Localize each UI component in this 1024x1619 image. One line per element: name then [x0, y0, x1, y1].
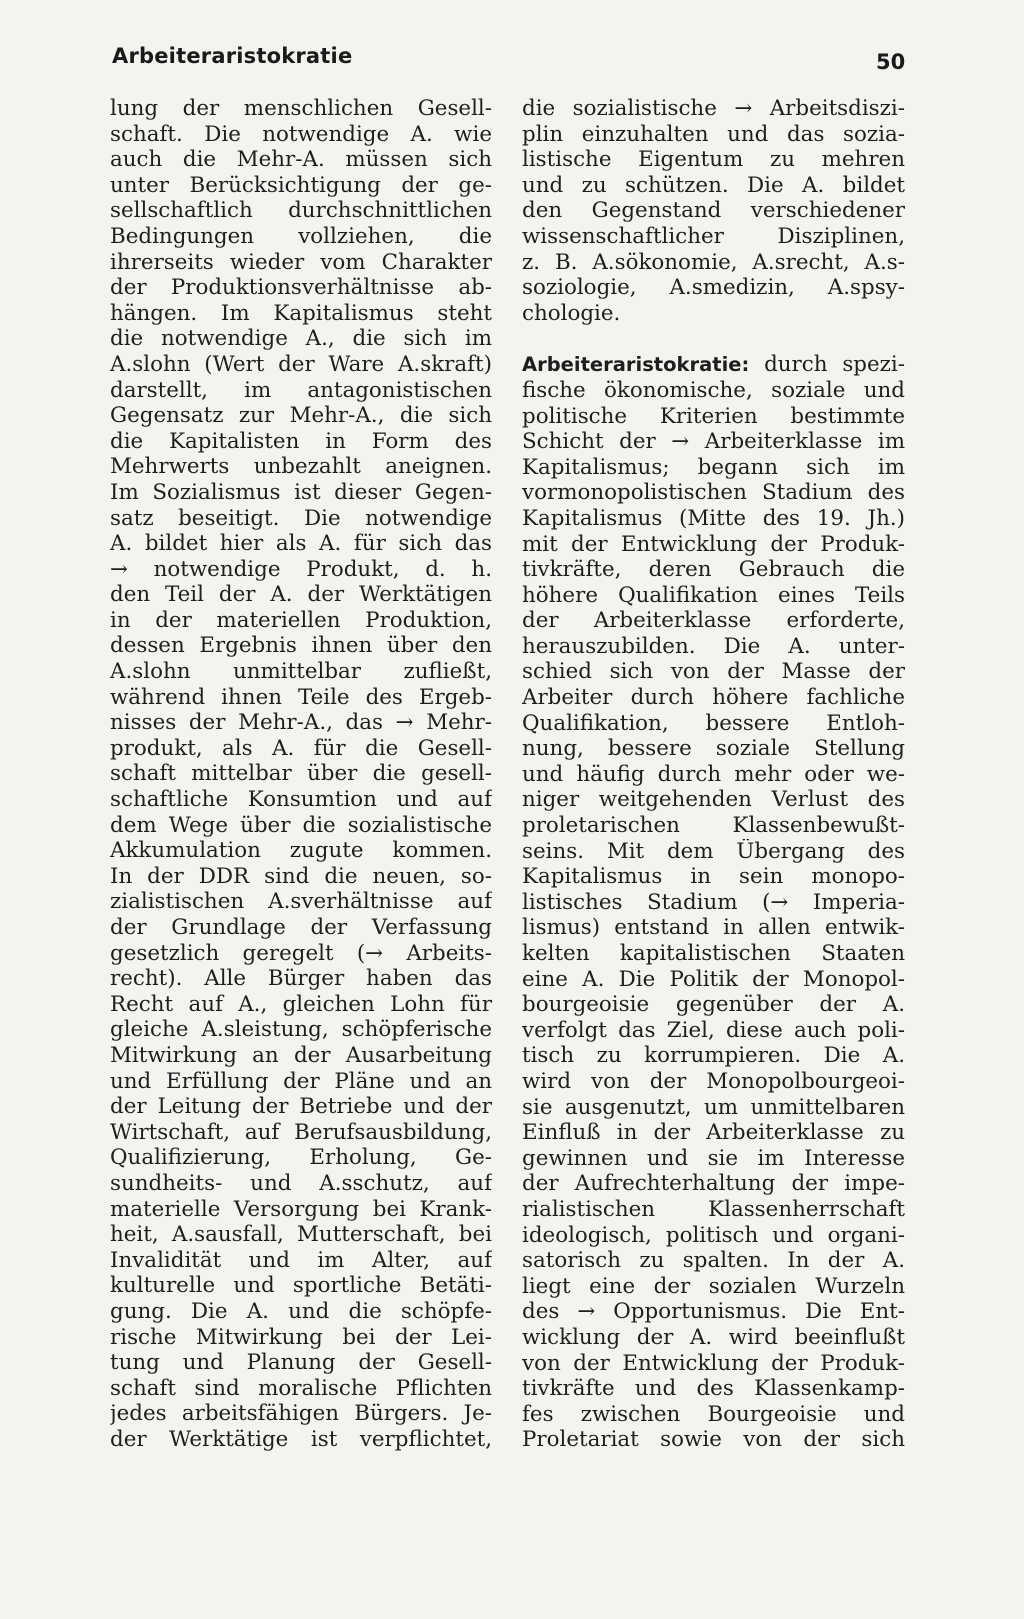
text-line: gleiche A.sleistung, schöpferische	[110, 1017, 492, 1043]
text-line: Qualifikation, bessere Entloh-	[522, 710, 905, 736]
text-line: satorisch zu spalten. In der A.	[522, 1248, 905, 1274]
text-line: produkt, als A. für die Gesell-	[110, 735, 492, 761]
text-line: Akkumulation zugute kommen.	[110, 838, 492, 864]
running-head: Arbeiteraristokratie	[112, 44, 353, 68]
right-column	[522, 96, 905, 1453]
text-line: Recht auf A., gleichen Lohn für	[110, 991, 492, 1017]
text-line: listische Eigentum zu mehren	[522, 147, 905, 173]
text-line: der Arbeiterklasse erforderte,	[522, 608, 905, 634]
text-line: ihrerseits wieder vom Charakter	[110, 249, 492, 275]
text-line: lismus) entstand in allen entwik-	[522, 915, 905, 941]
text-line: rische Mitwirkung bei der Lei-	[110, 1324, 492, 1350]
text-line: In der DDR sind die neuen, so-	[110, 863, 492, 889]
text-line: → notwendige Produkt, d. h.	[110, 556, 492, 582]
text-line: kulturelle und sportliche Betäti-	[110, 1273, 492, 1299]
text-line: hängen. Im Kapitalismus steht	[110, 300, 492, 326]
entry-gap	[522, 326, 905, 352]
right-column-continuation	[522, 96, 905, 326]
text-line: mit der Entwicklung der Produk-	[522, 531, 905, 557]
text-line: Invalidität und im Alter, auf	[110, 1247, 492, 1273]
text-line: unter Berücksichtigung der ge-	[110, 172, 492, 198]
text-line: und Erfüllung der Pläne und an	[110, 1068, 492, 1094]
text-line: Kapitalismus in sein monopo-	[522, 864, 905, 890]
text-line: chologie.	[522, 300, 621, 326]
text-line: während ihnen Teile des Ergeb-	[110, 684, 492, 710]
text-line: und zu schützen. Die A. bildet	[522, 172, 905, 198]
text-line: sundheits- und A.sschutz, auf	[110, 1170, 492, 1196]
text-line: proletarischen Klassenbewußt-	[522, 813, 905, 839]
text-line: heit, A.sausfall, Mutterschaft, bei	[110, 1222, 492, 1248]
text-line: zialistischen A.sverhältnisse auf	[110, 889, 492, 915]
text-line: schaftliche Konsumtion und auf	[110, 787, 492, 813]
text-line: schaft sind moralische Pflichten	[110, 1375, 492, 1401]
text-line: des → Opportunismus. Die Ent-	[522, 1299, 905, 1325]
text-line: Mitwirkung an der Ausarbeitung	[110, 1042, 492, 1068]
text-line: schaft. Die notwendige A. wie	[110, 121, 492, 147]
text-line: satz beseitigt. Die notwendige	[110, 505, 492, 531]
text-line: niger weitgehenden Verlust des	[522, 787, 905, 813]
text-line: wicklung der A. wird beeinflußt	[522, 1324, 905, 1350]
text-line: eine A. Die Politik der Monopol-	[522, 966, 905, 992]
text-line: soziologie, A.smedizin, A.spsy-	[522, 275, 905, 301]
text-line: lung der menschlichen Gesell-	[110, 96, 492, 121]
text-line: materielle Versorgung bei Krank-	[110, 1196, 492, 1222]
text-line: listisches Stadium (→ Imperia-	[522, 889, 905, 915]
text-line: darstellt, im antagonistischen	[110, 377, 492, 403]
left-column	[110, 96, 492, 1452]
text-line: schied sich von der Masse der	[522, 659, 905, 685]
text-line: A.slohn unmittelbar zufließt,	[110, 659, 492, 685]
text-line: der Aufrechterhaltung der impe-	[522, 1171, 905, 1197]
text-line: den Gegenstand verschiedener	[522, 198, 905, 224]
text-line: auch die Mehr-A. müssen sich	[110, 147, 492, 173]
text-line: sellschaftlich durchschnittlichen	[110, 198, 492, 224]
text-line: der Produktionsverhältnisse ab-	[110, 275, 492, 301]
text-line: dessen Ergebnis ihnen über den	[110, 633, 492, 659]
text-line: jedes arbeitsfähigen Bürgers. Je-	[110, 1401, 492, 1427]
text-line: die Kapitalisten in Form des	[110, 428, 492, 454]
text-line: wissenschaftlicher Disziplinen,	[522, 223, 905, 249]
text-line: Proletariat sowie von der sich	[522, 1427, 905, 1453]
text-line: bourgeoisie gegenüber der A.	[522, 992, 905, 1018]
text-line: politische Kriterien bestimmte	[522, 403, 905, 429]
text-line: der Grundlage der Verfassung	[110, 915, 492, 940]
text-line: Mehrwerts unbezahlt aneignen.	[110, 454, 492, 480]
text-line: der Leitung der Betriebe und der	[110, 1094, 492, 1120]
text-line: gesetzlich geregelt (→ Arbeits-	[110, 940, 492, 966]
text-line: seins. Mit dem Übergang des	[522, 838, 905, 864]
text-line: und häufig durch mehr oder we-	[522, 761, 905, 787]
text-line: tisch zu korrumpieren. Die A.	[522, 1043, 905, 1069]
entry-body	[522, 378, 905, 1453]
text-line: dem Wege über die sozialistische	[110, 812, 492, 838]
text-line: fes zwischen Bourgeoisie und	[522, 1401, 905, 1427]
text-line: die notwendige A., die sich im	[110, 326, 492, 352]
text-line: Kapitalismus (Mitte des 19. Jh.)	[522, 505, 905, 531]
text-line: schaft mittelbar über die gesell-	[110, 761, 492, 787]
text-line: den Teil der A. der Werktätigen	[110, 582, 492, 608]
text-line: Bedingungen vollziehen, die	[110, 223, 492, 249]
text-line: Kapitalismus; begann sich im	[522, 454, 905, 480]
text-line: sie ausgenutzt, um unmittelbaren	[522, 1094, 905, 1120]
text-line: vormonopolistischen Stadium des	[522, 480, 905, 506]
text-line: wird von der Monopolbourgeoi-	[522, 1068, 905, 1094]
text-line: fische ökonomische, soziale und	[522, 377, 905, 403]
text-line: ideologisch, politisch und organi-	[522, 1222, 905, 1248]
text-line: Arbeiter durch höhere fachliche	[522, 685, 905, 711]
text-line: tivkräfte und des Klassenkamp-	[522, 1376, 905, 1402]
text-line: gung. Die A. und die schöpfe-	[110, 1298, 492, 1324]
text-line: gewinnen und sie im Interesse	[522, 1145, 905, 1171]
text-line: nung, bessere soziale Stellung	[522, 736, 905, 762]
text-line: recht). Alle Bürger haben das	[110, 966, 492, 992]
text-line: Im Sozialismus ist dieser Gegen-	[110, 479, 492, 505]
text-line: in der materiellen Produktion,	[110, 607, 492, 633]
entry-first-line-text: durch spezi-	[749, 352, 905, 378]
text-line: die sozialistische → Arbeitsdiszi-	[522, 96, 905, 121]
text-line: herauszubilden. Die A. unter-	[522, 633, 905, 659]
text-line: Einfluß in der Arbeiterklasse zu	[522, 1120, 905, 1146]
page-number: 50	[876, 50, 906, 74]
text-line: z. B. A.sökonomie, A.srecht, A.s-	[522, 249, 905, 275]
text-line: plin einzuhalten und das sozia-	[522, 121, 905, 147]
text-line: von der Entwicklung der Produk-	[522, 1350, 905, 1376]
text-line: kelten kapitalistischen Staaten	[522, 941, 905, 966]
text-line: Schicht der → Arbeiterklasse im	[522, 429, 905, 455]
text-line: A. bildet hier als A. für sich das	[110, 531, 492, 557]
text-line: höhere Qualifikation eines Teils	[522, 582, 905, 608]
entry-headword: Arbeiteraristokratie:	[522, 353, 750, 377]
text-line: liegt eine der sozialen Wurzeln	[522, 1273, 905, 1299]
text-line: der Werktätige ist verpflichtet,	[110, 1426, 492, 1452]
text-line: Gegensatz zur Mehr-A., die sich	[110, 403, 492, 429]
text-line: nisses der Mehr-A., das → Mehr-	[110, 710, 492, 736]
text-line: Wirtschaft, auf Berufsausbildung,	[110, 1119, 492, 1145]
text-line: A.slohn (Wert der Ware A.skraft)	[110, 351, 492, 377]
text-line: verfolgt das Ziel, diese auch poli-	[522, 1017, 905, 1043]
text-line: Qualifizierung, Erholung, Ge-	[110, 1145, 492, 1171]
text-line: tung und Planung der Gesell-	[110, 1350, 492, 1376]
text-line: rialistischen Klassenherrschaft	[522, 1196, 905, 1222]
text-line: tivkräfte, deren Gebrauch die	[522, 557, 905, 583]
entry-first-line	[522, 352, 905, 378]
